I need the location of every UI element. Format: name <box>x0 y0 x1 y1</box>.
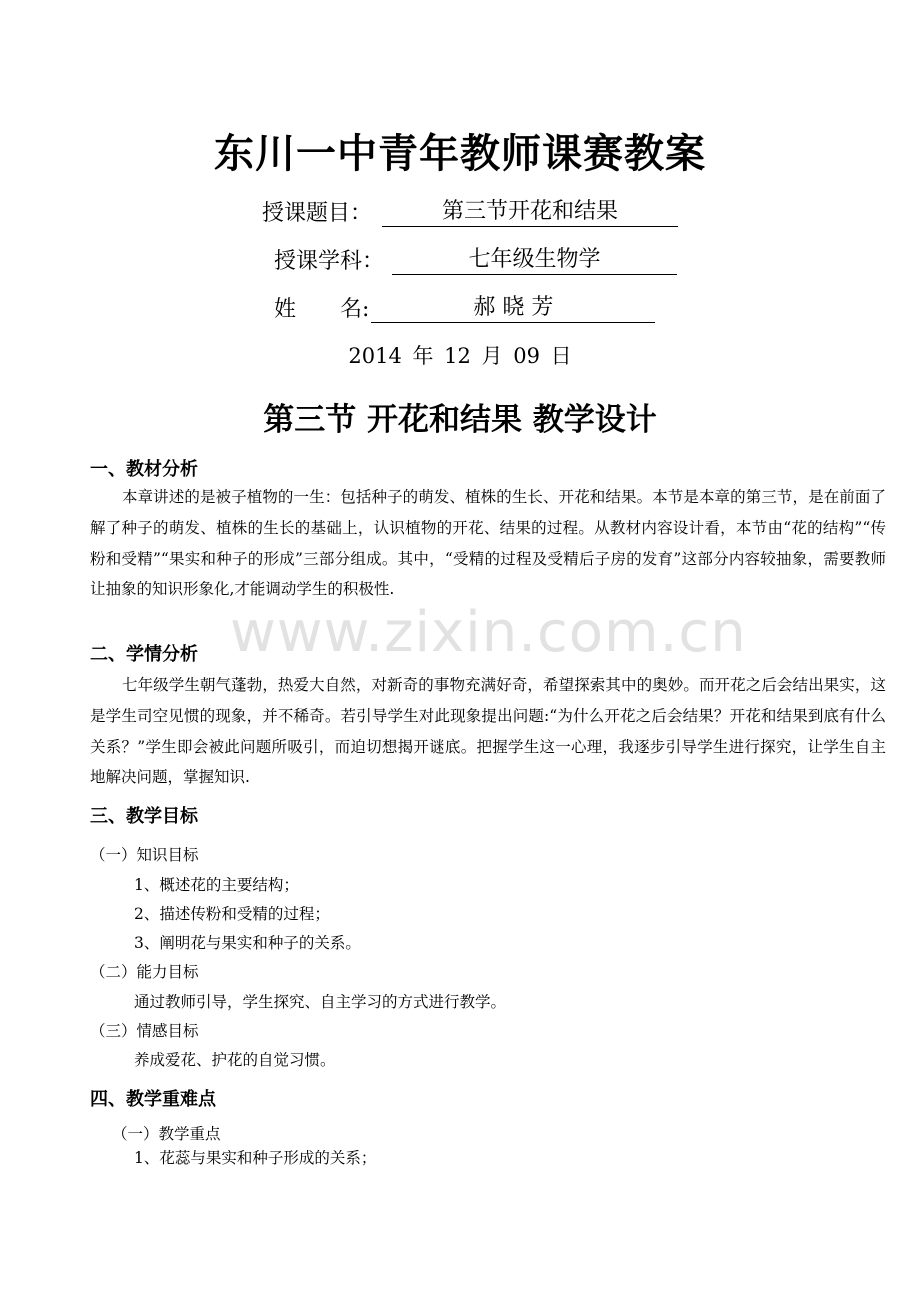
lesson-subtitle: 第三节 开花和结果 教学设计 <box>263 402 657 438</box>
list-item: 3、阐明花与果实和种子的关系。 <box>134 934 361 952</box>
subject-value: 七年级生物学 <box>392 242 677 275</box>
section-heading-1: 一、教材分析 <box>90 459 198 480</box>
topic-value: 第三节开花和结果 <box>382 194 678 227</box>
section-heading-4: 四、教学重难点 <box>90 1089 216 1110</box>
section-body-2: 七年级学生朝气蓬勃，热爱大自然，对新奇的事物充满好奇，希望探索其中的奥妙。而开花之后会结出果实，这是学生司空见惯的现象，并不稀奇。若引导学生对此现象提出问题:“为什么开花之后会结果？开花和结果到底有什么关系？”学生即会被此问题所吸引，而迫切想揭开谜底。把握学生这一心理，我逐步引导学生进行探究，让学生自主地解决问题，掌握知识. <box>90 676 886 787</box>
ability-goal-text: 通过教师引导，学生探究、自主学习的方式进行教学。 <box>134 993 507 1011</box>
document-date: 2014 年 12 月 09 日 <box>348 344 572 368</box>
emotion-goal-label: （三）情感目标 <box>90 1022 199 1040</box>
section-heading-2: 二、学情分析 <box>90 644 198 665</box>
name-value: 郝 晓 芳 <box>371 290 655 323</box>
topic-row <box>262 194 678 227</box>
list-item: 1、概述花的主要结构； <box>134 876 299 894</box>
document-title: 东川一中青年教师课赛教案 <box>214 131 706 177</box>
section-heading-3: 三、教学目标 <box>90 806 198 827</box>
subject-row <box>274 242 677 275</box>
key-point-label: （一）教学重点 <box>112 1125 221 1143</box>
list-item: 1、花蕊与果实和种子形成的关系； <box>134 1149 377 1167</box>
subject-label: 授课学科： <box>274 249 385 274</box>
topic-label: 授课题目： <box>262 201 373 226</box>
ability-goal-label: （二）能力目标 <box>90 963 199 981</box>
list-item: 2、描述传粉和受精的过程； <box>134 905 330 923</box>
name-row <box>274 290 655 323</box>
section-body-1: 本章讲述的是被子植物的一生：包括种子的萌发、植株的生长、开花和结果。本节是本章的第三节，是在前面了解了种子的萌发、植株的生长的基础上，认识植物的开花、结果的过程。从教材内容设计看，本节由“花的结构”“传粉和受精”“果实和种子的形成”三部分组成。其中，“受精的过程及受精后子房的发育”这部分内容较抽象，需要教师让抽象的知识形象化,才能调动学生的积极性. <box>90 488 886 599</box>
watermark: www.zixin.com.cn <box>230 600 747 665</box>
knowledge-goal-label: （一）知识目标 <box>90 846 199 864</box>
emotion-goal-text: 养成爱花、护花的自觉习惯。 <box>134 1051 336 1069</box>
name-label: 姓 名: <box>274 297 370 322</box>
